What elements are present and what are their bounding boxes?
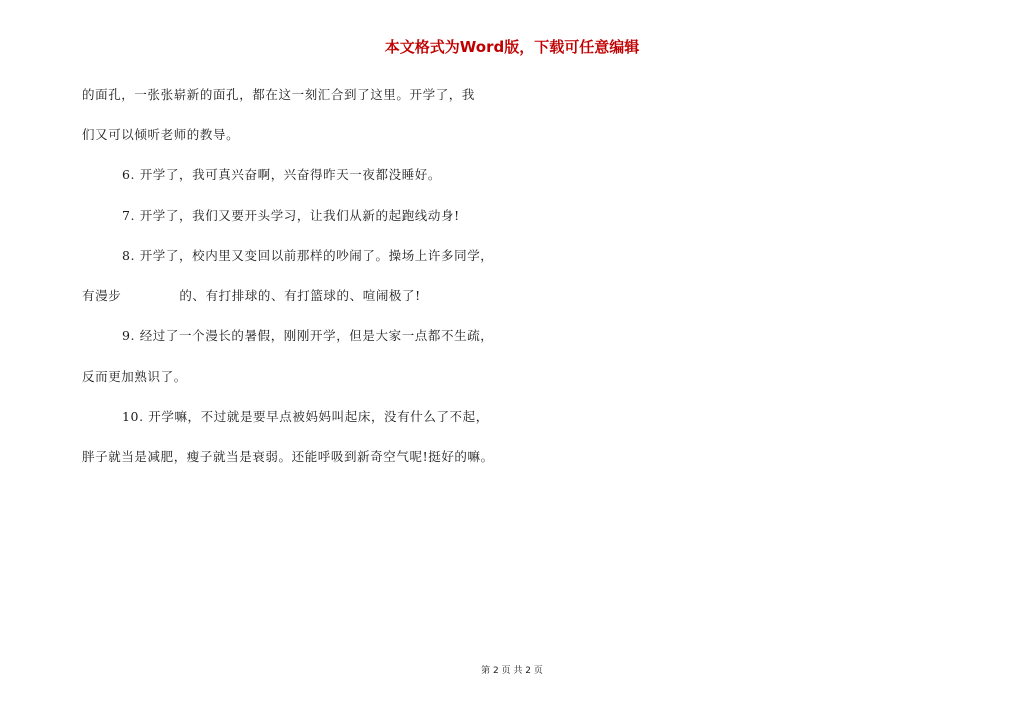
list-item-7: 7. 开学了，我们又要开头学习，让我们从新的起跑线动身! (122, 208, 460, 223)
text-fragment: 有漫步 (82, 288, 122, 303)
list-item-9: 9. 经过了一个漫长的暑假，刚刚开学，但是大家一点都不生疏， (122, 328, 494, 343)
list-item-8: 8. 开学了，校内里又变回以前那样的吵闹了。操场上许多同学， (122, 248, 494, 263)
list-item-10: 10. 开学嘛，不过就是要早点被妈妈叫起床，没有什么了不起， (122, 409, 489, 424)
text-line: 反而更加熟识了。 (82, 369, 187, 384)
page-number-footer: 第 2 页 共 2 页 (481, 666, 543, 676)
list-item-6: 6. 开学了，我可真兴奋啊，兴奋得昨天一夜都没睡好。 (122, 167, 442, 182)
text-fragment: 的、有打排球的、有打篮球的、喧闹极了! (179, 288, 421, 303)
text-line: 们又可以倾听老师的教导。 (82, 127, 240, 142)
text-line: 胖子就当是减肥，瘦子就当是衰弱。还能呼吸到新奇空气呢!挺好的嘛。 (82, 449, 494, 464)
text-line: 的面孔，一张张崭新的面孔，都在这一刻汇合到了这里。开学了，我 (82, 87, 476, 102)
text-line-with-gap (82, 288, 421, 304)
document-header-banner: 本文格式为Word版，下载可任意编辑 (384, 38, 640, 56)
